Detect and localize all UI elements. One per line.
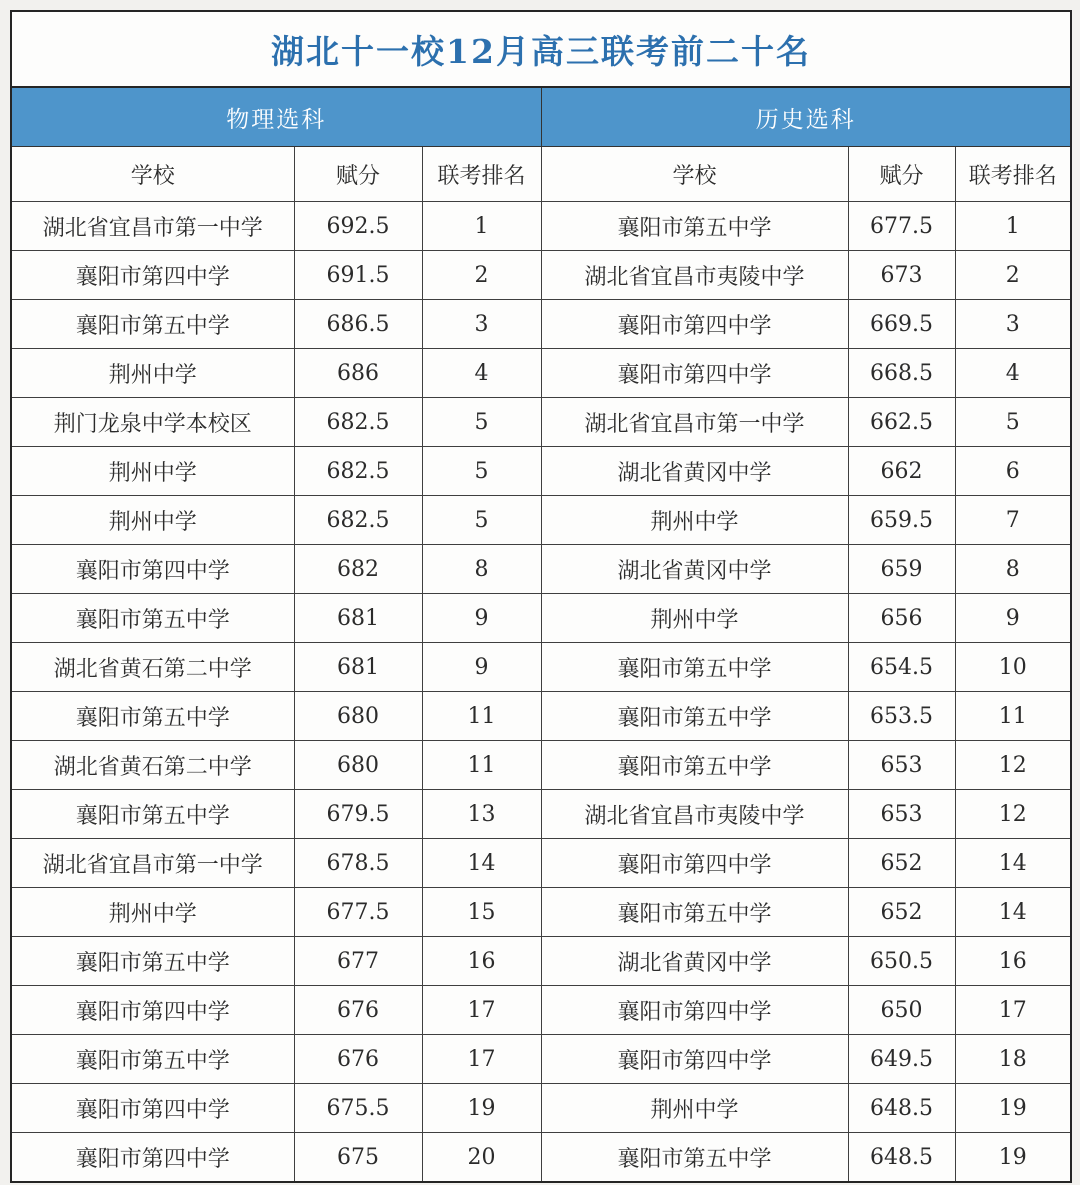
school-cell-history: 襄阳市第五中学 bbox=[541, 692, 848, 741]
rank-cell-history: 19 bbox=[955, 1133, 1071, 1183]
rank-cell-physics: 17 bbox=[422, 1035, 541, 1084]
score-cell-history: 656 bbox=[848, 594, 955, 643]
score-cell-physics: 676 bbox=[294, 1035, 422, 1084]
rank-cell-physics: 13 bbox=[422, 790, 541, 839]
school-cell-history: 襄阳市第五中学 bbox=[541, 1133, 848, 1183]
column-header-school-history: 学校 bbox=[541, 147, 848, 202]
rank-cell-history: 1 bbox=[955, 202, 1071, 251]
section-header-physics: 物理选科 bbox=[11, 87, 541, 147]
table-row bbox=[11, 937, 1071, 986]
school-cell-history: 荆州中学 bbox=[541, 496, 848, 545]
rank-cell-history: 6 bbox=[955, 447, 1071, 496]
school-cell-physics: 襄阳市第四中学 bbox=[11, 545, 294, 594]
table-row bbox=[11, 839, 1071, 888]
school-cell-physics: 襄阳市第四中学 bbox=[11, 986, 294, 1035]
table-row bbox=[11, 251, 1071, 300]
rank-cell-history: 12 bbox=[955, 741, 1071, 790]
rank-cell-history: 2 bbox=[955, 251, 1071, 300]
rank-cell-physics: 5 bbox=[422, 398, 541, 447]
table-row bbox=[11, 300, 1071, 349]
column-header-score-history: 赋分 bbox=[848, 147, 955, 202]
score-cell-history: 668.5 bbox=[848, 349, 955, 398]
score-cell-history: 659.5 bbox=[848, 496, 955, 545]
title-row bbox=[11, 11, 1071, 87]
section-header-history: 历史选科 bbox=[541, 87, 1071, 147]
school-cell-physics: 荆州中学 bbox=[11, 496, 294, 545]
rank-cell-physics: 20 bbox=[422, 1133, 541, 1183]
table-row bbox=[11, 1084, 1071, 1133]
school-cell-history: 湖北省宜昌市夷陵中学 bbox=[541, 251, 848, 300]
table-row bbox=[11, 741, 1071, 790]
school-cell-physics: 荆州中学 bbox=[11, 447, 294, 496]
section-header-row bbox=[11, 87, 1071, 147]
rank-cell-history: 7 bbox=[955, 496, 1071, 545]
rank-cell-physics: 4 bbox=[422, 349, 541, 398]
rank-cell-physics: 14 bbox=[422, 839, 541, 888]
column-header-rank-history: 联考排名 bbox=[955, 147, 1071, 202]
school-cell-physics: 襄阳市第四中学 bbox=[11, 1133, 294, 1183]
score-cell-physics: 679.5 bbox=[294, 790, 422, 839]
rank-cell-physics: 11 bbox=[422, 692, 541, 741]
rank-cell-physics: 3 bbox=[422, 300, 541, 349]
rank-cell-physics: 2 bbox=[422, 251, 541, 300]
school-cell-physics: 襄阳市第五中学 bbox=[11, 594, 294, 643]
school-cell-physics: 襄阳市第五中学 bbox=[11, 692, 294, 741]
score-cell-physics: 692.5 bbox=[294, 202, 422, 251]
score-cell-history: 677.5 bbox=[848, 202, 955, 251]
school-cell-history: 湖北省黄冈中学 bbox=[541, 937, 848, 986]
rank-cell-history: 8 bbox=[955, 545, 1071, 594]
score-cell-physics: 675.5 bbox=[294, 1084, 422, 1133]
school-cell-history: 湖北省宜昌市夷陵中学 bbox=[541, 790, 848, 839]
rank-cell-history: 3 bbox=[955, 300, 1071, 349]
score-cell-history: 648.5 bbox=[848, 1133, 955, 1183]
school-cell-physics: 湖北省黄石第二中学 bbox=[11, 643, 294, 692]
table-row bbox=[11, 1035, 1071, 1084]
school-cell-history: 襄阳市第五中学 bbox=[541, 643, 848, 692]
score-cell-history: 654.5 bbox=[848, 643, 955, 692]
rank-cell-history: 5 bbox=[955, 398, 1071, 447]
score-cell-history: 653 bbox=[848, 741, 955, 790]
score-cell-physics: 682.5 bbox=[294, 447, 422, 496]
rank-cell-physics: 17 bbox=[422, 986, 541, 1035]
rank-cell-physics: 9 bbox=[422, 594, 541, 643]
score-cell-history: 652 bbox=[848, 839, 955, 888]
score-cell-physics: 675 bbox=[294, 1133, 422, 1183]
table-row bbox=[11, 447, 1071, 496]
score-cell-history: 662 bbox=[848, 447, 955, 496]
table-row bbox=[11, 202, 1071, 251]
score-cell-physics: 680 bbox=[294, 741, 422, 790]
score-cell-history: 673 bbox=[848, 251, 955, 300]
score-cell-history: 662.5 bbox=[848, 398, 955, 447]
school-cell-history: 襄阳市第四中学 bbox=[541, 986, 848, 1035]
score-cell-physics: 680 bbox=[294, 692, 422, 741]
rank-cell-history: 11 bbox=[955, 692, 1071, 741]
school-cell-history: 襄阳市第五中学 bbox=[541, 741, 848, 790]
school-cell-history: 襄阳市第四中学 bbox=[541, 300, 848, 349]
school-cell-history: 襄阳市第四中学 bbox=[541, 349, 848, 398]
score-cell-history: 648.5 bbox=[848, 1084, 955, 1133]
ranking-table bbox=[10, 10, 1072, 1183]
school-cell-physics: 襄阳市第四中学 bbox=[11, 1084, 294, 1133]
score-cell-physics: 678.5 bbox=[294, 839, 422, 888]
rank-cell-history: 9 bbox=[955, 594, 1071, 643]
score-cell-physics: 676 bbox=[294, 986, 422, 1035]
rank-cell-history: 14 bbox=[955, 888, 1071, 937]
rank-cell-physics: 8 bbox=[422, 545, 541, 594]
rank-cell-history: 10 bbox=[955, 643, 1071, 692]
score-cell-physics: 677.5 bbox=[294, 888, 422, 937]
school-cell-physics: 襄阳市第五中学 bbox=[11, 790, 294, 839]
table-row bbox=[11, 1133, 1071, 1183]
school-cell-history: 襄阳市第五中学 bbox=[541, 888, 848, 937]
score-cell-history: 653.5 bbox=[848, 692, 955, 741]
rank-cell-physics: 16 bbox=[422, 937, 541, 986]
score-cell-physics: 686 bbox=[294, 349, 422, 398]
rank-cell-physics: 19 bbox=[422, 1084, 541, 1133]
school-cell-physics: 荆门龙泉中学本校区 bbox=[11, 398, 294, 447]
score-cell-physics: 681 bbox=[294, 594, 422, 643]
school-cell-physics: 荆州中学 bbox=[11, 888, 294, 937]
score-cell-physics: 677 bbox=[294, 937, 422, 986]
school-cell-history: 湖北省宜昌市第一中学 bbox=[541, 398, 848, 447]
rank-cell-physics: 1 bbox=[422, 202, 541, 251]
score-cell-history: 659 bbox=[848, 545, 955, 594]
school-cell-history: 襄阳市第五中学 bbox=[541, 202, 848, 251]
rank-cell-physics: 15 bbox=[422, 888, 541, 937]
page-title: 湖北十一校12月高三联考前二十名 bbox=[11, 11, 1071, 87]
rank-cell-physics: 9 bbox=[422, 643, 541, 692]
school-cell-physics: 襄阳市第五中学 bbox=[11, 1035, 294, 1084]
table-row bbox=[11, 643, 1071, 692]
school-cell-physics: 湖北省宜昌市第一中学 bbox=[11, 202, 294, 251]
column-header-score-physics: 赋分 bbox=[294, 147, 422, 202]
table-row bbox=[11, 594, 1071, 643]
score-cell-physics: 691.5 bbox=[294, 251, 422, 300]
rank-cell-history: 16 bbox=[955, 937, 1071, 986]
table-row bbox=[11, 496, 1071, 545]
score-cell-physics: 681 bbox=[294, 643, 422, 692]
rank-cell-physics: 5 bbox=[422, 496, 541, 545]
rank-cell-history: 19 bbox=[955, 1084, 1071, 1133]
column-header-school-physics: 学校 bbox=[11, 147, 294, 202]
rank-cell-history: 18 bbox=[955, 1035, 1071, 1084]
score-cell-physics: 682.5 bbox=[294, 496, 422, 545]
rank-cell-history: 12 bbox=[955, 790, 1071, 839]
school-cell-physics: 湖北省宜昌市第一中学 bbox=[11, 839, 294, 888]
rank-cell-history: 4 bbox=[955, 349, 1071, 398]
table-row bbox=[11, 986, 1071, 1035]
school-cell-physics: 湖北省黄石第二中学 bbox=[11, 741, 294, 790]
score-cell-physics: 686.5 bbox=[294, 300, 422, 349]
school-cell-physics: 荆州中学 bbox=[11, 349, 294, 398]
table-row bbox=[11, 790, 1071, 839]
table-row bbox=[11, 888, 1071, 937]
rank-cell-history: 17 bbox=[955, 986, 1071, 1035]
school-cell-history: 湖北省黄冈中学 bbox=[541, 545, 848, 594]
table-row bbox=[11, 398, 1071, 447]
score-cell-physics: 682 bbox=[294, 545, 422, 594]
score-cell-physics: 682.5 bbox=[294, 398, 422, 447]
school-cell-history: 襄阳市第四中学 bbox=[541, 839, 848, 888]
score-cell-history: 649.5 bbox=[848, 1035, 955, 1084]
score-cell-history: 653 bbox=[848, 790, 955, 839]
rank-cell-physics: 5 bbox=[422, 447, 541, 496]
school-cell-physics: 襄阳市第四中学 bbox=[11, 251, 294, 300]
table-row bbox=[11, 692, 1071, 741]
school-cell-physics: 襄阳市第五中学 bbox=[11, 937, 294, 986]
school-cell-physics: 襄阳市第五中学 bbox=[11, 300, 294, 349]
rank-cell-physics: 11 bbox=[422, 741, 541, 790]
school-cell-history: 襄阳市第四中学 bbox=[541, 1035, 848, 1084]
school-cell-history: 荆州中学 bbox=[541, 594, 848, 643]
score-cell-history: 652 bbox=[848, 888, 955, 937]
score-cell-history: 650 bbox=[848, 986, 955, 1035]
column-header-row bbox=[11, 147, 1071, 202]
column-header-rank-physics: 联考排名 bbox=[422, 147, 541, 202]
score-cell-history: 669.5 bbox=[848, 300, 955, 349]
rank-cell-history: 14 bbox=[955, 839, 1071, 888]
table-row bbox=[11, 545, 1071, 594]
table-row bbox=[11, 349, 1071, 398]
school-cell-history: 荆州中学 bbox=[541, 1084, 848, 1133]
score-cell-history: 650.5 bbox=[848, 937, 955, 986]
school-cell-history: 湖北省黄冈中学 bbox=[541, 447, 848, 496]
